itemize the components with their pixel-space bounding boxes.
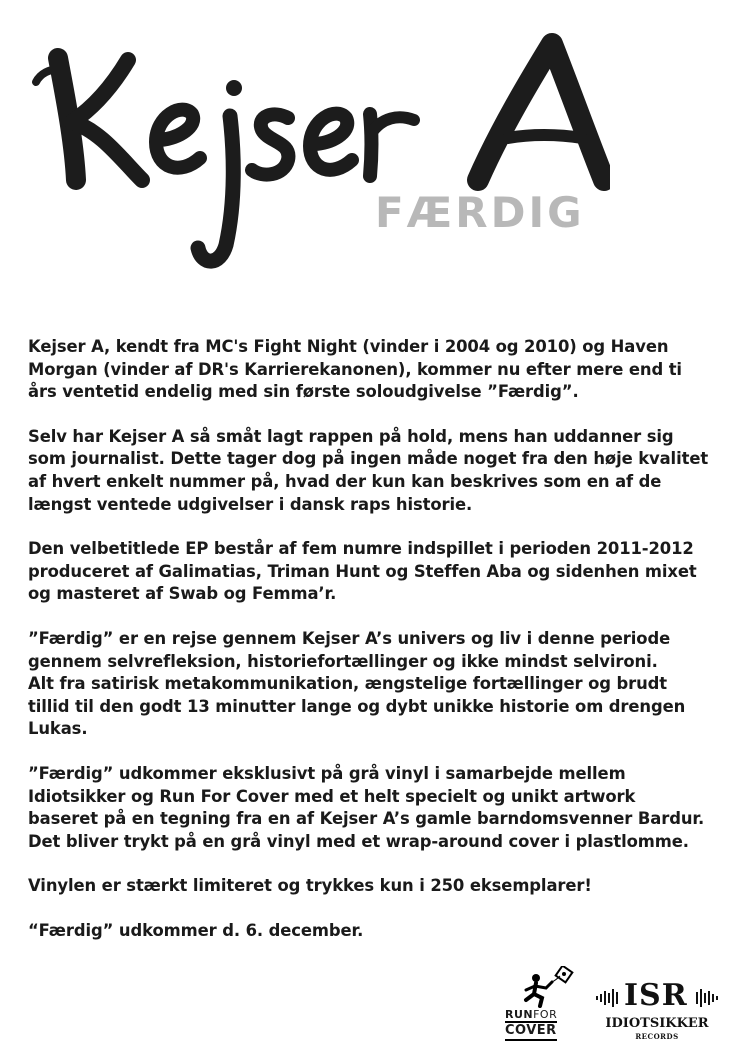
soundwave-right-icon — [694, 988, 720, 1008]
soundwave-left-icon — [596, 988, 622, 1008]
paragraph-7: “Færdig” udkommer d. 6. december. — [28, 920, 364, 940]
header — [30, 30, 610, 280]
subtitle: FÆRDIG — [375, 188, 585, 237]
paragraph-3: Den velbetitlede EP består af fem numre indspillet i perioden 2011-2012 produceret af Galimatias, Triman Hunt og Steffen Aba og sidenhen mixet og masteret af Swab og Femma’r. — [28, 539, 697, 604]
isr-mark: ISR — [624, 978, 688, 1013]
run-for-text — [505, 1008, 557, 1021]
paragraph-1: Kejser A, kendt fra MC's Fight Night (vinder i 2004 og 2010) og Haven Morgan (vinder af DR's Karrierekanonen), kommer nu efter mere end ti års ventetid endelig med sin første soloudgivelse ”Færdig”. — [28, 337, 682, 402]
records-text: RECORDS — [635, 1032, 679, 1041]
body-text — [28, 336, 718, 964]
runner-icon — [518, 966, 588, 1008]
paragraph-4: ”Færdig” er en rejse gennem Kejser A’s univers og liv i denne periode gennem selvrefleksion, historiefortællinger og ikke mindst selvironi. Alt fra satirisk metakommunikation, ængstelige fortællinger og brudt tillid til den godt 13 minutter lange og dybt unikke historie om drengen Lukas. — [28, 628, 686, 739]
idiotsikker-logo — [596, 974, 726, 1044]
paragraph-2: Selv har Kejser A så småt lagt rappen på hold, mens han uddanner sig som journalist. Dette tager dog på ingen måde noget fra den høje kvalitet af hvert enkelt nummer på, hvad der kun kan beskrives som en af de længst ventede udgivelser i dansk raps historie. — [28, 426, 709, 514]
label-logos — [500, 966, 730, 1046]
idiotsikker-name: IDIOTSIKKER — [605, 1016, 709, 1031]
paragraph-6: Vinylen er stærkt limiteret og trykkes kun i 250 eksemplarer! — [28, 876, 592, 896]
paragraph-5: ”Færdig” udkommer eksklusivt på grå vinyl i samarbejde mellem Idiotsikker og Run For Cover med et helt specielt og unikt artwork baseret på en tegning fra en af Kejser A’s gamle barndomsvenner Bardur. Det bliver trykt på en grå vinyl med et wrap-around cover i plastlomme. — [28, 763, 705, 851]
kejser-a-logo — [30, 30, 610, 280]
run-text: RUN — [505, 1008, 534, 1021]
run-for-cover-logo — [500, 966, 590, 1044]
cover-text: COVER — [505, 1021, 557, 1041]
for-text: FOR — [533, 1008, 558, 1021]
